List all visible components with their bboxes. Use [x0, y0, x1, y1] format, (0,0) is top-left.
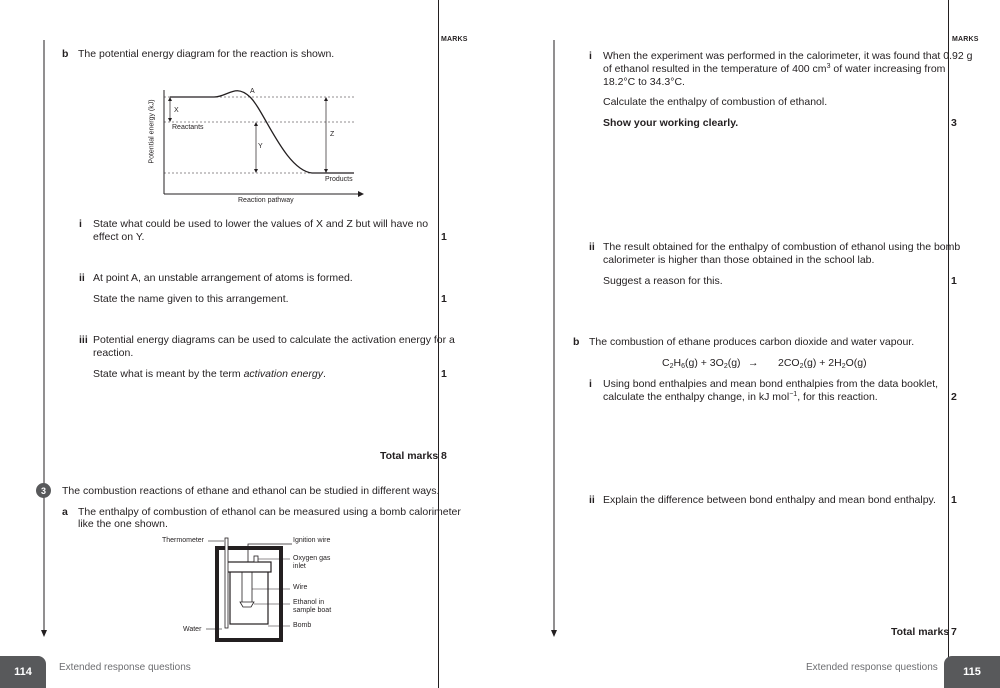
right-i-calc: Calculate the enthalpy of combustion of ethanol.: [603, 96, 828, 108]
right-i-mark: 3: [951, 117, 957, 129]
calorimeter-ignition-wire-label: Ignition wire: [293, 537, 331, 544]
eq-g2: (g): [727, 357, 741, 369]
right-i-line2-sup: 3: [826, 63, 831, 70]
pe-xlabel: Reaction pathway: [238, 197, 294, 204]
pe-ylabel: Potential energy (kJ): [148, 99, 156, 164]
left-b-iii-line3-term: activation energy: [243, 368, 323, 380]
left-b-i-line1: State what could be used to lower the values of X and Z but will have no: [93, 218, 429, 230]
left-total-value: 8: [441, 450, 447, 462]
right-i-show: Show your working clearly.: [603, 117, 739, 129]
right-i-line3: 18.2°C to 34.3°C.: [603, 76, 685, 88]
left-b-i-num: i: [79, 218, 82, 230]
left-part-b-letter: b: [62, 48, 69, 60]
left-b-iii-line3-post: .: [322, 368, 326, 380]
eq-o-sub: 2: [723, 363, 728, 370]
eq-p2: (g) + 2H: [803, 357, 842, 369]
right-ii-mark: 1: [951, 275, 957, 287]
right-page-number-text: 115: [963, 666, 981, 678]
left-b-ii-line2: State the name given to this arrangement.: [93, 293, 289, 305]
calorimeter-oxygen-label-2: inlet: [293, 563, 306, 570]
eq-c: C: [662, 357, 670, 369]
right-ii-line1: The result obtained for the enthalpy of combustion of ethanol using the bomb: [603, 241, 961, 253]
left-part-b-text: The potential energy diagram for the reaction is shown.: [78, 48, 335, 60]
right-marks-divider: [948, 0, 949, 688]
question-3-text: The combustion reactions of ethane and ethanol can be studied in different ways.: [62, 485, 440, 497]
pe-point-a: A: [250, 88, 255, 95]
left-b-i-mark: 1: [441, 231, 447, 243]
left-page-number-text: 114: [14, 666, 32, 678]
left-b-ii-mark: 1: [441, 293, 447, 305]
pe-z-label: Z: [330, 131, 335, 138]
right-part-b-text: The combustion of ethane produces carbon dioxide and water vapour.: [589, 336, 915, 348]
left-b-i-line2: effect on Y.: [93, 231, 145, 243]
question-3-a-line1: The enthalpy of combustion of ethanol can be measured using a bomb calorimeter: [78, 506, 461, 518]
right-b-i-line2: [603, 391, 878, 404]
right-margin-arrow: [550, 40, 558, 640]
left-b-iii-mark: 1: [441, 368, 447, 380]
left-total-label: Total marks: [380, 450, 439, 462]
right-part-b-letter: b: [573, 336, 580, 348]
eq-p2-sub: 2: [841, 363, 846, 370]
right-b-i-line2-post: , for this reaction.: [797, 391, 878, 403]
right-b-i-line2-pre: calculate the enthalpy change, in kJ mol: [603, 391, 790, 403]
left-marks-header: MARKS: [441, 36, 468, 43]
right-i-num: i: [589, 50, 592, 62]
question-3-badge: [36, 483, 51, 498]
calorimeter-bomb-label: Bomb: [293, 622, 312, 629]
right-total-value: 7: [951, 626, 957, 638]
right-b-i-num: i: [589, 378, 592, 390]
right-ii-num: ii: [589, 241, 595, 253]
pe-products-label: Products: [325, 176, 353, 183]
calorimeter-wire-label: Wire: [293, 584, 308, 591]
pe-reactants-label: Reactants: [172, 124, 204, 131]
eq-c-sub: 2: [669, 363, 674, 370]
left-b-ii-num: ii: [79, 272, 85, 284]
right-page-number: [944, 656, 1000, 688]
right-total-label: Total marks: [891, 626, 950, 638]
pe-x-label: X: [174, 107, 179, 114]
left-b-iii-line3: [93, 368, 326, 381]
question-3-number: 3: [40, 485, 46, 496]
left-b-iii-line1: Potential energy diagrams can be used to calculate the activation energy for a: [93, 334, 455, 346]
eq-p1: 2CO: [778, 357, 800, 369]
left-b-iii-line3-pre: State what is meant by the term: [93, 368, 244, 380]
calorimeter-ethanol-label-2: sample boat: [293, 607, 332, 614]
left-margin-arrow: [40, 40, 48, 640]
ethane-equation-arrow: →: [748, 357, 759, 369]
right-b-ii-line1: Explain the difference between bond enthalpy and mean bond enthalpy.: [603, 494, 936, 506]
right-b-i-mark: 2: [951, 391, 957, 403]
right-i-line2-post: of water increasing from: [830, 63, 946, 75]
left-page-number: [0, 656, 46, 688]
eq-h: H: [673, 357, 682, 369]
eq-h-sub: 6: [681, 363, 685, 370]
right-i-line2: [603, 63, 945, 76]
calorimeter-water-label: Water: [183, 626, 202, 633]
left-footer-text: Extended response questions: [59, 662, 191, 673]
eq-p3: O(g): [845, 357, 867, 369]
pe-y-label: Y: [258, 143, 263, 150]
ethane-equation-right: [778, 357, 867, 373]
left-b-iii-num: iii: [79, 334, 88, 346]
right-i-line2-pre: of ethanol resulted in the temperature of 400 cm: [603, 63, 827, 75]
eq-p1-sub: 2: [799, 363, 804, 370]
right-b-ii-num: ii: [589, 494, 595, 506]
question-3-a-line2: like the one shown.: [78, 518, 168, 530]
right-b-i-line2-sup: −1: [789, 391, 798, 398]
left-b-iii-line2: reaction.: [93, 347, 134, 359]
ethane-equation-left: [662, 357, 741, 373]
right-ii-line3: Suggest a reason for this.: [603, 275, 723, 287]
right-i-line1: When the experiment was performed in the calorimeter, it was found that 0.92 g: [603, 50, 973, 62]
question-3-a-letter: a: [62, 506, 68, 518]
right-marks-header: MARKS: [952, 36, 979, 43]
calorimeter-thermometer-label: Thermometer: [162, 537, 205, 544]
right-ii-line2: calorimeter is higher than those obtained in the school lab.: [603, 254, 875, 266]
right-b-ii-mark: 1: [951, 494, 957, 506]
calorimeter-oxygen-label-1: Oxygen gas: [293, 555, 331, 562]
right-b-i-line1: Using bond enthalpies and mean bond enthalpies from the data booklet,: [603, 378, 939, 390]
calorimeter-ethanol-label-1: Ethanol in: [293, 599, 325, 606]
eq-g1: (g) + 3O: [685, 357, 724, 369]
left-b-ii-line1: At point A, an unstable arrangement of atoms is formed.: [93, 272, 353, 284]
right-footer-text: Extended response questions: [806, 662, 938, 673]
